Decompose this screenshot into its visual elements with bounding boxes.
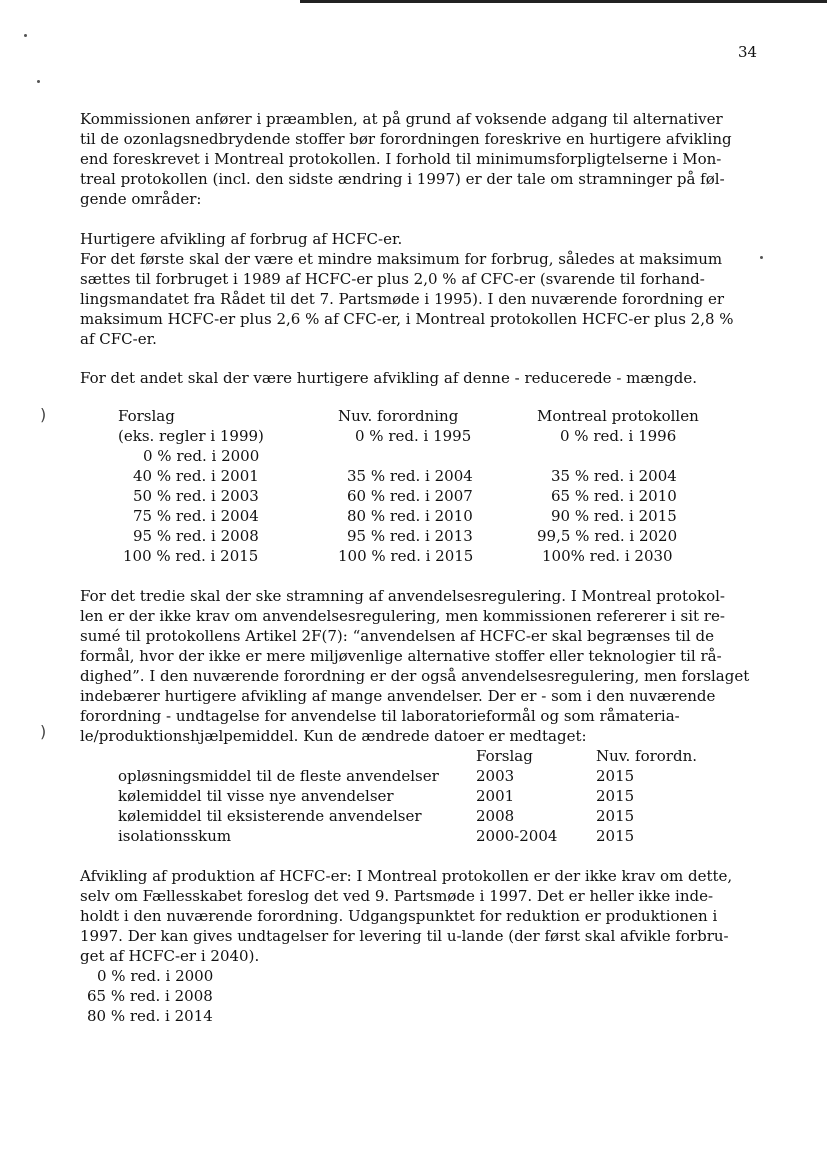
list-item: 0 % red. i 2000 (97, 967, 214, 985)
text-line: af CFC-er. (80, 330, 157, 348)
text-line: Afvikling af produktion af HCFC-er: I Montreal protokollen er der ikke krav om dette, (80, 867, 733, 885)
table-cell: 2008 (476, 807, 515, 825)
table-cell: 35 % red. i 2004 (347, 467, 473, 485)
punch-hole-mark: ) (40, 405, 47, 424)
table-cell: 2015 (596, 827, 635, 845)
section-heading: Hurtigere afvikling af forbrug af HCFC-er. (80, 230, 403, 248)
table-subheader: 0 % red. i 1995 (355, 427, 472, 445)
table-cell: opløsningsmiddel til de fleste anvendelser (118, 767, 439, 785)
table-cell: 100 % red. i 2015 (123, 547, 259, 565)
table-cell: 2000-2004 (476, 827, 558, 845)
text-line: For det tredie skal der ske stramning af anvendelsesregulering. I Montreal protokol- (80, 587, 725, 605)
table-cell: 0 % red. i 2000 (143, 447, 260, 465)
table-cell: 100 % red. i 2015 (338, 547, 474, 565)
text-line: For det første skal der være et mindre maksimum for forbrug, således at maksimum (80, 250, 723, 268)
table-cell: 2003 (476, 767, 515, 785)
text-line: forordning - undtagelse for anvendelse til laboratorieformål og som råmateria- (80, 707, 680, 725)
text-line: treal protokollen (incl. den sidste ændring i 1997) er der tale om stramninger på føl- (80, 170, 725, 188)
text-line: len er der ikke krav om anvendelsesregulering, men kommissionen refererer i sit re- (80, 607, 725, 625)
table-cell: 99,5 % red. i 2020 (537, 527, 678, 545)
table-header: Nuv. forordning (338, 407, 459, 425)
punch-hole-mark: ) (40, 722, 47, 741)
text-line: lingsmandatet fra Rådet til det 7. Partsmøde i 1995). I den nuværende forordning er (80, 290, 725, 308)
second-point-line: For det andet skal der være hurtigere afvikling af denne - reducerede - mængde. (80, 369, 697, 387)
text-line: end foreskrevet i Montreal protokollen. I forhold til minimumsforpligtelserne i Mon- (80, 150, 722, 168)
table-cell: kølemiddel til eksisterende anvendelser (118, 807, 422, 825)
table-cell: 95 % red. i 2008 (133, 527, 259, 545)
list-item: 80 % red. i 2014 (87, 1007, 213, 1025)
table-cell: 2015 (596, 767, 635, 785)
scan-speck (37, 80, 40, 83)
table-cell: 35 % red. i 2004 (551, 467, 677, 485)
table-header: Forslag (118, 407, 175, 425)
scan-speck (760, 256, 763, 259)
table-cell: 40 % red. i 2001 (133, 467, 259, 485)
text-line: holdt i den nuværende forordning. Udgangspunktet for reduktion er produktionen i (80, 907, 718, 925)
text-line: sumé til protokollens Artikel 2F(7): “anvendelsen af HCFC-er skal begrænses til de (80, 627, 714, 645)
text-line: get af HCFC-er i 2040). (80, 947, 260, 965)
scan-edge-rule (300, 0, 827, 3)
text-line: til de ozonlagsnedbrydende stoffer bør forordningen foreskrive en hurtigere afvikling (80, 130, 732, 148)
table-cell: 90 % red. i 2015 (551, 507, 677, 525)
table-cell: kølemiddel til visse nye anvendelser (118, 787, 394, 805)
text-line: indebærer hurtigere afvikling af mange anvendelser. Der er - som i den nuværende (80, 687, 716, 705)
table-header: Nuv. forordn. (596, 747, 698, 765)
table-cell: 2015 (596, 787, 635, 805)
table-cell: 60 % red. i 2007 (347, 487, 473, 505)
text-line: Kommissionen anfører i præamblen, at på grund af voksende adgang til alternativer (80, 110, 723, 128)
table-subheader: 0 % red. i 1996 (560, 427, 677, 445)
text-line: le/produktionshjælpemiddel. Kun de ændrede datoer er medtaget: (80, 727, 587, 745)
list-item: 65 % red. i 2008 (87, 987, 213, 1005)
table-cell: 95 % red. i 2013 (347, 527, 473, 545)
text-line: dighed”. I den nuværende forordning er der også anvendelsesregulering, men forslaget (80, 667, 750, 685)
page-number: 34 (738, 43, 758, 61)
table-subheader: (eks. regler i 1999) (118, 427, 264, 445)
table-cell: isolationsskum (118, 827, 232, 845)
table-header: Montreal protokollen (537, 407, 699, 425)
table-cell: 65 % red. i 2010 (551, 487, 677, 505)
text-line: sættes til forbruget i 1989 af HCFC-er plus 2,0 % af CFC-er (svarende til forhand- (80, 270, 705, 288)
scan-speck (24, 34, 27, 37)
table-cell: 80 % red. i 2010 (347, 507, 473, 525)
text-line: 1997. Der kan gives undtagelser for levering til u-lande (der først skal afvikle forbru- (80, 927, 729, 945)
table-cell: 2001 (476, 787, 515, 805)
text-line: gende områder: (80, 190, 202, 208)
text-line: selv om Fællesskabet foreslog det ved 9. Partsmøde i 1997. Det er heller ikke inde- (80, 887, 714, 905)
table-cell: 100% red. i 2030 (542, 547, 673, 565)
text-line: formål, hvor der ikke er mere miljøvenlige alternative stoffer eller teknologier til rå- (80, 647, 722, 665)
table-cell: 50 % red. i 2003 (133, 487, 259, 505)
table-header: Forslag (476, 747, 533, 765)
table-cell: 75 % red. i 2004 (133, 507, 259, 525)
text-line: maksimum HCFC-er plus 2,6 % af CFC-er, i Montreal protokollen HCFC-er plus 2,8 % (80, 310, 734, 328)
table-cell: 2015 (596, 807, 635, 825)
